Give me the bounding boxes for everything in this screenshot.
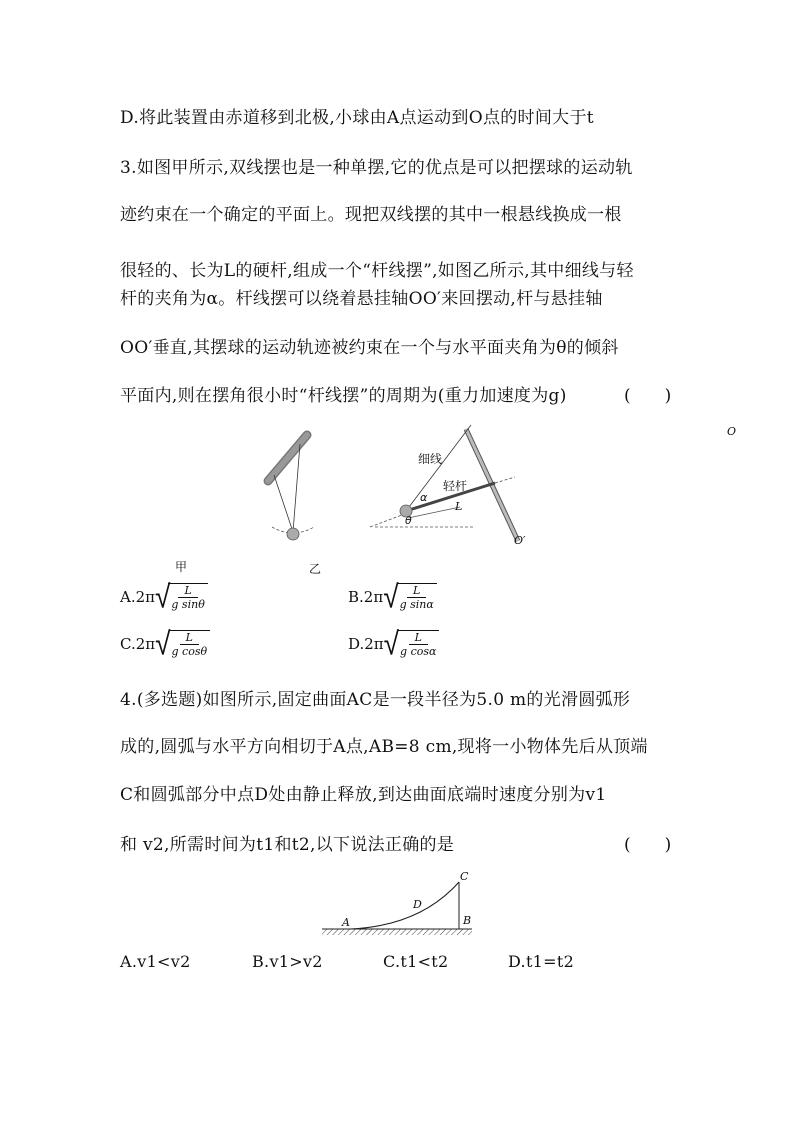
q4-line-3: C和圆弧部分中点D处由静止释放,到达曲面底端时速度分别为v1 — [120, 785, 607, 805]
q3-option-a-num: L — [178, 584, 197, 598]
q3-option-a-prefix: A.2π — [120, 588, 156, 606]
q3-option-a-den-var: θ — [198, 598, 205, 611]
q4-line-1: 4.(多选题)如图所示,固定曲面AC是一段半径为5.0 m的光滑圆弧形 — [120, 690, 631, 710]
fig-label-theta: θ — [405, 514, 412, 527]
q3-option-c-den-fn: g cos — [171, 645, 201, 658]
q4-curve-figure — [320, 868, 480, 940]
q3-option-d-den-fn: g cos — [400, 645, 430, 658]
q3-option-b-prefix: B.2π — [348, 588, 384, 606]
q3-line-5: OO′垂直,其摆球的运动轨迹被约束在一个与水平面夹角为θ的倾斜 — [120, 338, 619, 358]
q3-option-d-num: L — [409, 631, 428, 645]
q4-label-A: A — [342, 916, 350, 929]
figure-jia-double-pendulum — [268, 435, 314, 540]
q4-label-B: B — [463, 914, 472, 927]
q4-option-d: D.t1=t2 — [508, 952, 575, 971]
q4-option-c: C.t1<t2 — [383, 952, 449, 971]
q3-line-6: 平面内,则在摆角很小时“杆线摆”的周期为(重力加速度为g) — [120, 386, 567, 406]
q3-option-d-prefix: D.2π — [348, 635, 384, 653]
q4-line-4: 和 v2,所需时间为t1和t2,以下说法正确的是 — [120, 835, 455, 855]
q2-option-d: D.将此装置由赤道移到北极,小球由A点运动到O点的时间大于t — [120, 108, 594, 128]
q3-option-c-prefix: C.2π — [120, 635, 156, 653]
q4-option-a: A.v1<v2 — [120, 952, 191, 971]
fig-label-rod: 轻杆 — [443, 479, 468, 493]
q3-option-c-num: L — [180, 631, 199, 645]
q4-line-2: 成的,圆弧与水平方向相切于A点,AB=8 cm,现将一小物体先后从顶端 — [120, 737, 648, 757]
q3-line-2: 迹约束在一个确定的平面上。现把双线摆的其中一根悬线换成一根 — [120, 205, 622, 225]
q3-option-a-den-fn: g sin — [171, 598, 199, 611]
fig-caption-yi: 乙 — [309, 562, 322, 576]
q3-option-b: B.2π √ $\frac{L}{\text{g sinα}}$ — [348, 583, 437, 611]
q3-option-b-den-var: α — [426, 598, 434, 611]
q4-option-b: B.v1>v2 — [252, 952, 323, 971]
q4-label-D: D — [413, 898, 422, 911]
q3-option-d: D.2π √ $\frac{L}{\text{g cosα}}$ — [348, 630, 439, 658]
q3-figures — [250, 415, 540, 550]
q3-option-a: A.2π √ $\frac{L}{\text{g sinθ}}$ — [120, 583, 208, 611]
q4-label-C: C — [460, 870, 469, 883]
fig-label-O-prime: O′ — [514, 534, 526, 547]
fig-caption-jia: 甲 — [175, 560, 188, 574]
q3-line-4: 杆的夹角为α。杆线摆可以绕着悬挂轴OO′来回摆动,杆与悬挂轴 — [120, 289, 603, 309]
q3-answer-paren: ( ) — [624, 386, 672, 406]
q3-option-c: C.2π √ $\frac{L}{\text{g cosθ}}$ — [120, 630, 210, 658]
q3-line-1: 3.如图甲所示,双线摆也是一种单摆,它的优点是可以把摆球的运动轨 — [120, 158, 633, 178]
q3-option-b-den-fn: g sin — [399, 598, 427, 611]
q3-option-d-den-var: α — [429, 645, 437, 658]
fig-label-alpha: α — [420, 491, 428, 504]
q4-answer-paren: ( ) — [624, 835, 672, 855]
fig-label-O: O — [727, 425, 737, 438]
fig-label-string: 细线 — [418, 452, 443, 466]
fig-label-L: L — [455, 500, 463, 513]
q3-line-3: 很轻的、长为L的硬杆,组成一个“杆线摆”,如图乙所示,其中细线与轻 — [120, 261, 634, 281]
q3-option-b-num: L — [407, 584, 426, 598]
q3-option-c-den-var: θ — [200, 645, 208, 658]
